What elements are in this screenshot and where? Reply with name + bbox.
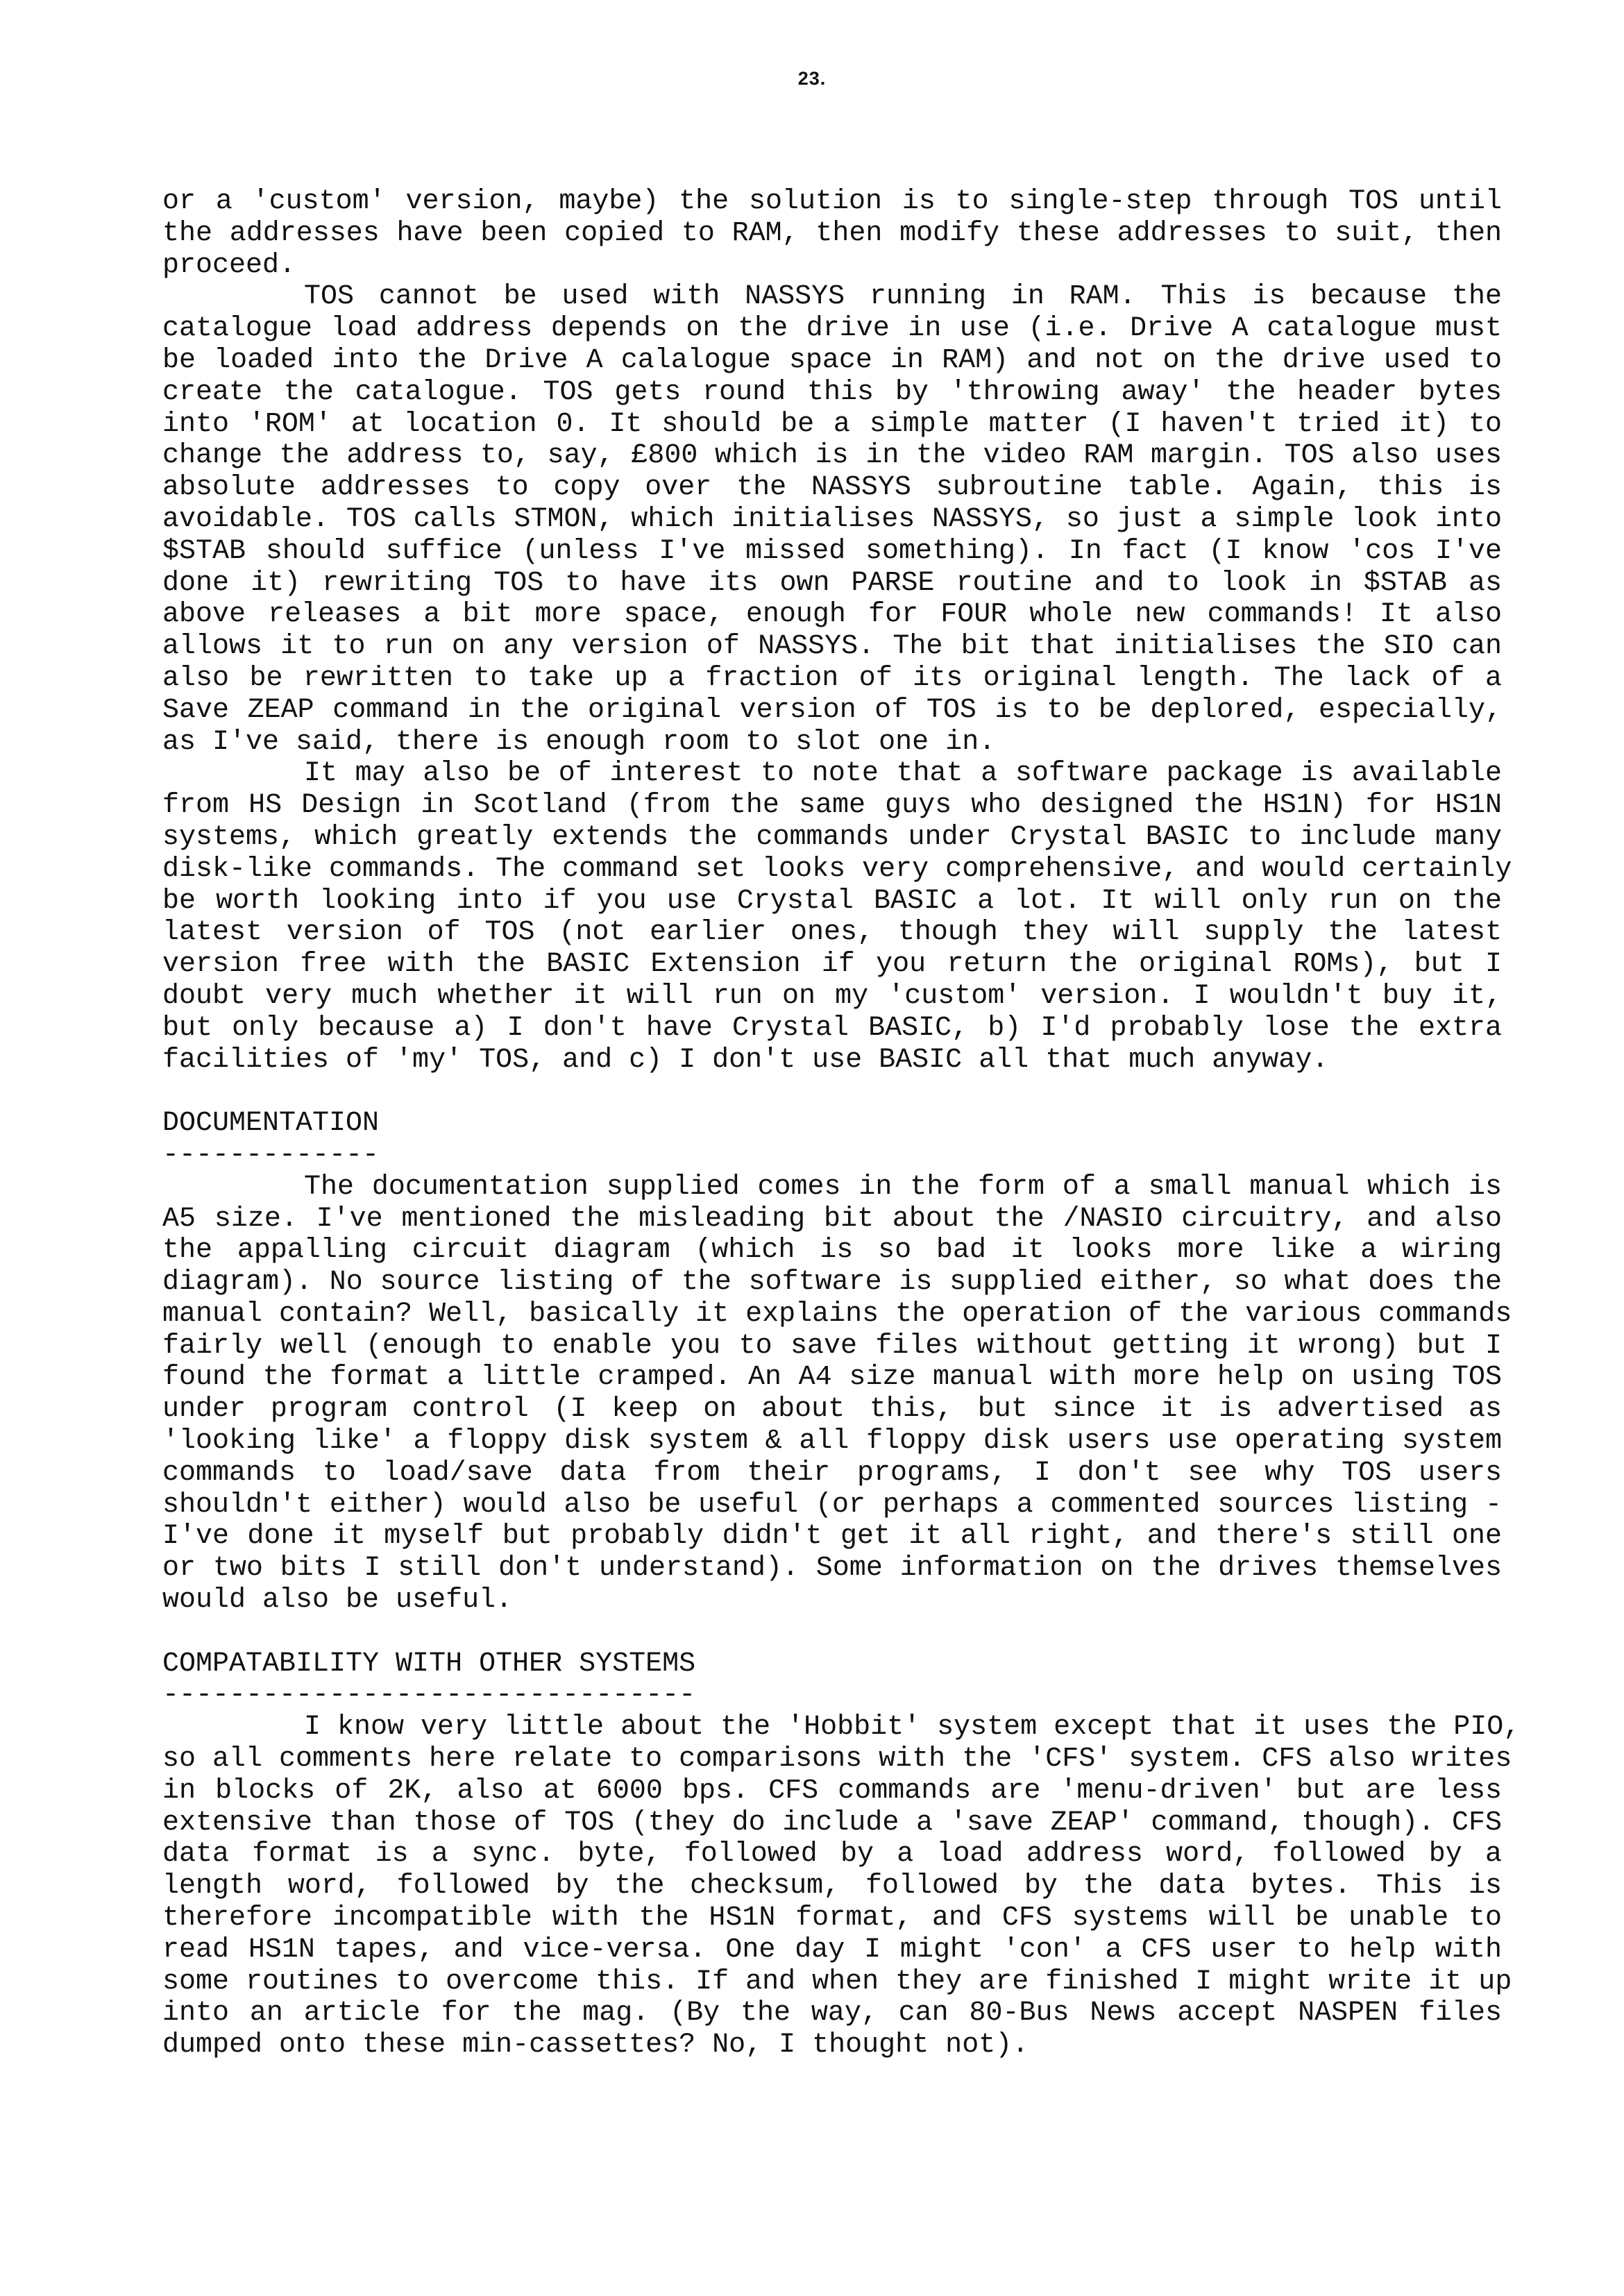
text-line: therefore incompatible with the HS1N format, and CFS systems will be unable to: [162, 1902, 1502, 1934]
text-line: I know very little about the 'Hobbit' system except that it uses the PIO,: [304, 1712, 1521, 1744]
text-line: The documentation supplied comes in the form of a small manual which is: [304, 1171, 1502, 1203]
paragraph-tos-nassys-ram: [162, 281, 1502, 758]
text-line: Save ZEAP command in the original version of TOS is to be deplored, especially,: [162, 694, 1502, 726]
heading-underline: -------------: [162, 1139, 380, 1171]
text-line: also be rewritten to take up a fraction of its original length. The lack of a: [162, 662, 1502, 694]
text-line: catalogue load address depends on the drive in use (i.e. Drive A catalogue must: [162, 313, 1502, 345]
section-heading: DOCUMENTATION: [162, 1108, 380, 1140]
text-line: the addresses have been copied to RAM, then modify these addresses to suit, then: [162, 217, 1502, 249]
text-line: extensive than those of TOS (they do include a 'save ZEAP' command, though). CFS: [162, 1807, 1502, 1839]
text-line: from HS Design in Scotland (from the same guys who designed the HS1N) for HS1N: [162, 790, 1502, 822]
text-line: be loaded into the Drive A calalogue space in RAM) and not on the drive used to: [162, 344, 1502, 376]
text-line: would also be useful.: [162, 1585, 513, 1617]
paragraph-hs-design-package: [162, 758, 1512, 1076]
text-line: dumped onto these min-cassettes? No, I thought not).: [162, 2029, 1029, 2061]
text-line: as I've said, there is enough room to slot one in.: [162, 726, 996, 758]
text-line: $STAB should suffice (unless I've missed something). In fact (I know 'cos I've: [162, 535, 1502, 567]
text-line: fairly well (enough to enable you to save files without getting it wrong) but I: [162, 1330, 1502, 1362]
text-line: version free with the BASIC Extension if you return the original ROMs), but I: [162, 949, 1502, 981]
text-line: It may also be of interest to note that a software package is available: [304, 758, 1502, 790]
text-line: create the catalogue. TOS gets round this by 'throwing away' the header bytes: [162, 376, 1502, 408]
text-line: latest version of TOS (not earlier ones, though they will supply the latest: [162, 917, 1502, 949]
text-line: or a 'custom' version, maybe) the solution is to single-step through TOS until: [162, 186, 1502, 217]
document-body: [162, 186, 1521, 2061]
text-line: but only because a) I don't have Crystal BASIC, b) I'd probably lose the extra: [162, 1012, 1502, 1044]
text-line: proceed.: [162, 249, 296, 281]
page-number: 23.: [797, 68, 827, 89]
text-line: the appalling circuit diagram (which is so bad it looks more like a wiring: [162, 1235, 1502, 1267]
text-line: commands to load/save data from their programs, I don't see why TOS users: [162, 1457, 1502, 1489]
section-documentation: [162, 1108, 1512, 1617]
text-line: TOS cannot be used with NASSYS running in RAM. This is because the: [304, 281, 1502, 313]
text-line: into 'ROM' at location 0. It should be a simple matter (I haven't tried it) to: [162, 408, 1502, 440]
text-line: be worth looking into if you use Crystal BASIC a lot. It will only run on the: [162, 885, 1502, 917]
text-line: change the address to, say, £800 which is in the video RAM margin. TOS also uses: [162, 440, 1502, 472]
section-heading: COMPATABILITY WITH OTHER SYSTEMS: [162, 1648, 696, 1680]
section-compatibility: [162, 1648, 1521, 2061]
paragraph-documentation: [162, 1171, 1512, 1617]
text-line: A5 size. I've mentioned the misleading bit about the /NASIO circuitry, and also: [162, 1203, 1502, 1235]
spacer: [162, 1076, 1502, 1108]
paragraph-continuation: [162, 186, 1502, 281]
text-line: so all comments here relate to comparisons with the 'CFS' system. CFS also writes: [162, 1744, 1512, 1775]
text-line: done it) rewriting TOS to have its own PARSE routine and to look in $STAB as: [162, 567, 1502, 599]
text-line: avoidable. TOS calls STMON, which initialises NASSYS, so just a simple look into: [162, 503, 1502, 535]
heading-underline: --------------------------------: [162, 1680, 696, 1712]
text-line: 'looking like' a floppy disk system & all floppy disk users use operating system: [162, 1426, 1502, 1458]
text-line: allows it to run on any version of NASSYS. The bit that initialises the SIO can: [162, 631, 1502, 663]
text-line: above releases a bit more space, enough for FOUR whole new commands! It also: [162, 599, 1502, 631]
text-line: data format is a sync. byte, followed by a load address word, followed by a: [162, 1839, 1502, 1871]
paragraph-compatibility: [162, 1712, 1521, 2061]
text-line: facilities of 'my' TOS, and c) I don't use BASIC all that much anyway.: [162, 1044, 1329, 1076]
text-line: doubt very much whether it will run on my 'custom' version. I wouldn't buy it,: [162, 980, 1502, 1012]
text-line: systems, which greatly extends the commands under Crystal BASIC to include many: [162, 821, 1502, 853]
text-line: shouldn't either) would also be useful (or perhaps a commented sources listing -: [162, 1489, 1502, 1521]
text-line: into an article for the mag. (By the way, can 80-Bus News accept NASPEN files: [162, 1998, 1502, 2029]
text-line: I've done it myself but probably didn't get it all right, and there's still one: [162, 1521, 1502, 1553]
text-line: manual contain? Well, basically it explains the operation of the various commands: [162, 1298, 1512, 1330]
text-line: length word, followed by the checksum, followed by the data bytes. This is: [162, 1871, 1502, 1902]
text-line: disk-like commands. The command set looks very comprehensive, and would certainly: [162, 853, 1512, 885]
text-line: absolute addresses to copy over the NASSYS subroutine table. Again, this is: [162, 472, 1502, 504]
text-line: read HS1N tapes, and vice-versa. One day I might 'con' a CFS user to help with: [162, 1934, 1502, 1966]
text-line: diagram). No source listing of the software is supplied either, so what does the: [162, 1267, 1502, 1299]
spacer: [162, 1617, 1502, 1648]
text-line: in blocks of 2K, also at 6000 bps. CFS commands are 'menu-driven' but are less: [162, 1775, 1502, 1807]
text-line: under program control (I keep on about this, but since it is advertised as: [162, 1394, 1502, 1426]
text-line: found the format a little cramped. An A4 size manual with more help on using TOS: [162, 1362, 1502, 1394]
text-line: some routines to overcome this. If and when they are finished I might write it up: [162, 1966, 1512, 1998]
text-line: or two bits I still don't understand). Some information on the drives themselves: [162, 1553, 1502, 1585]
